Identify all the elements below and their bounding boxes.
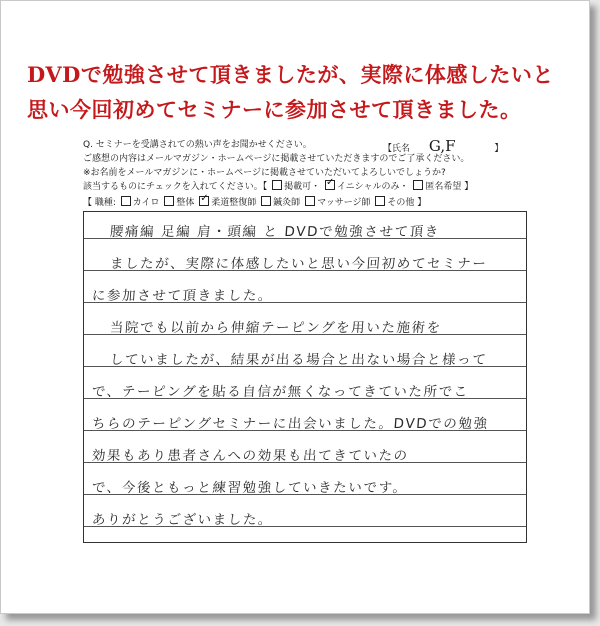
job-acupuncture-checkbox[interactable] xyxy=(261,196,271,206)
publish-suffix: 】 xyxy=(464,182,474,192)
handwritten-line-6: で、テーピングを貼る自信が無くなってきていた所でこ xyxy=(91,384,470,400)
handwritten-line-8: 効果もあり患者さんへの効果も出てきていたの xyxy=(91,448,410,464)
job-seitai-label: 整体 xyxy=(176,198,195,208)
handwritten-answer-area xyxy=(83,211,527,543)
handwritten-line-7: ちらのテーピングセミナーに出会いました。DVDでの勉強 xyxy=(91,416,490,432)
notice-1: ご感想の内容はメールマガジン・ホームページに掲載させていただきますのでご了承ください。 xyxy=(83,154,470,164)
headline-line-2: 思い今回初めてセミナーに参加させて頂きました。 xyxy=(27,97,522,122)
job-seitai-checkbox[interactable] xyxy=(164,196,174,206)
handwritten-line-2: ましたが、実際に体感したいと思い今回初めてセミナー xyxy=(109,256,488,272)
name-value: G,F xyxy=(428,137,456,155)
notice-2: ※お名前をメールマガジンに・ホームページに掲載させていただいてよろしいでしょうか? xyxy=(83,168,446,178)
name-close: 】 xyxy=(494,144,504,154)
handwritten-line-10: ありがとうございました。 xyxy=(91,512,274,528)
survey-form xyxy=(83,131,525,551)
name-label: 【氏名 xyxy=(383,144,411,154)
job-other-label: その他 xyxy=(387,198,415,208)
job-prefix: 【 職種: xyxy=(83,198,116,208)
handwritten-line-4: 当院でも以前から伸縮テーピングを用いた施術を xyxy=(109,320,443,336)
handwritten-line-3: に参加させて頂きました。 xyxy=(91,288,274,304)
job-massage-checkbox[interactable] xyxy=(305,196,315,206)
job-massage-label: マッサージ師 xyxy=(317,198,371,208)
question-row xyxy=(83,137,525,155)
handwritten-line-5: していましたが、結果が出る場合と出ない場合と様って xyxy=(109,352,488,368)
job-chiro-checkbox[interactable] xyxy=(121,196,131,206)
job-chiro-label: カイロ xyxy=(132,198,160,208)
publish-prefix: 該当するものにチェックを入れてください。【 xyxy=(83,182,268,192)
job-suffix: 】 xyxy=(417,198,427,208)
question-text: Q. セミナーを受講されての熱い声をお聞かせください。 xyxy=(83,140,312,150)
job-judo-label: 柔道整復師 xyxy=(211,198,257,208)
initials-only-checkbox[interactable] xyxy=(325,180,335,190)
occupation-row xyxy=(83,195,525,208)
handwritten-line-9: で、今後ともっと練習勉強していきたいです。 xyxy=(91,480,409,496)
job-other-checkbox[interactable] xyxy=(375,196,385,206)
headline-line-1: DVDで勉強させて頂きましたが、実際に体感したいと xyxy=(27,62,554,87)
anonymous-label: 匿名希望 xyxy=(425,182,462,192)
publish-consent-row xyxy=(83,179,525,192)
handwritten-line-1: 腰痛編 足編 肩・頭編 と DVDで勉強させて頂き xyxy=(109,224,441,240)
initials-only-label: イニシャルのみ・ xyxy=(337,182,409,192)
publish-ok-label: 掲載可・ xyxy=(284,182,321,192)
job-judo-checkbox[interactable] xyxy=(199,196,209,206)
anonymous-checkbox[interactable] xyxy=(413,180,423,190)
job-acupuncture-label: 鍼灸師 xyxy=(273,198,301,208)
publish-ok-checkbox[interactable] xyxy=(272,180,282,190)
